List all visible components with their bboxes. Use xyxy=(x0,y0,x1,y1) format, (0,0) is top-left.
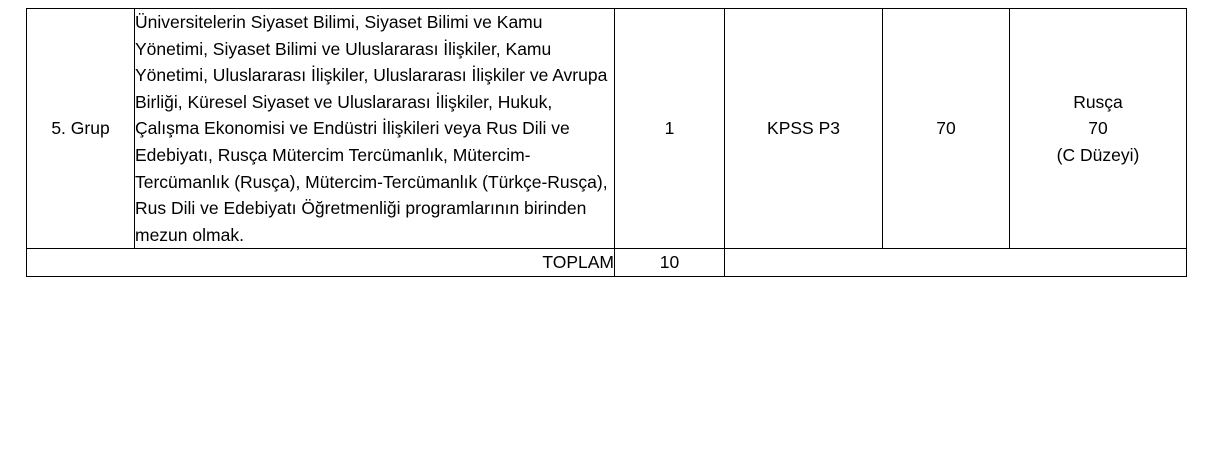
table-row xyxy=(27,9,1187,249)
document-page xyxy=(0,8,1214,476)
cell-group-name: 5. Grup xyxy=(27,9,135,249)
cell-position-count: 1 xyxy=(615,9,725,249)
requirements-table xyxy=(26,8,1187,277)
table-total-row xyxy=(27,249,1187,277)
language-name: Rusça xyxy=(1073,91,1123,112)
total-label: TOPLAM xyxy=(27,249,615,277)
cell-qualification-description: Üniversitelerin Siyaset Bilimi, Siyaset Bilimi ve Kamu Yönetimi, Siyaset Bilimi ve Uluslararası İlişkiler, Kamu Yönetimi, Uluslararası İlişkiler, Uluslararası İlişkiler ve Avrupa Birliği, Küresel Siyaset ve Uluslararası İlişkiler, Hukuk, Çalışma Ekonomisi ve Endüstri İlişkileri veya Rus Dili ve Edebiyatı, Rusça Mütercim Tercümanlık, Mütercim-Tercümanlık (Rusça), Mütercim-Tercümanlık (Türkçe-Rusça), Rus Dili ve Edebiyatı Öğretmenliği programlarının birinden mezun olmak. xyxy=(135,9,615,249)
cell-minimum-score: 70 xyxy=(883,9,1010,249)
cell-score-type: KPSS P3 xyxy=(725,9,883,249)
total-empty-cell xyxy=(725,249,1187,277)
language-score: 70 xyxy=(1088,118,1108,139)
language-level: (C Düzeyi) xyxy=(1056,144,1140,165)
cell-language-requirement xyxy=(1010,9,1187,249)
total-value: 10 xyxy=(615,249,725,277)
